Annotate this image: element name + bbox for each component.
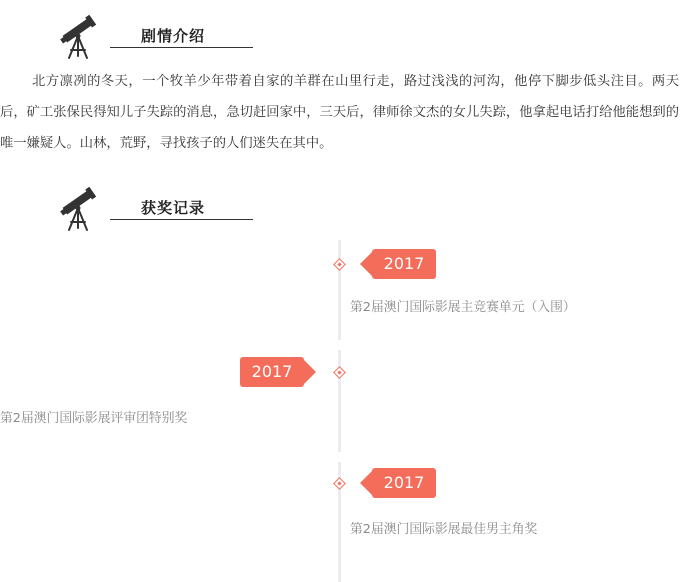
award-year-badge: 2017 (240, 357, 304, 387)
synopsis-title: 剧情介绍 (141, 27, 206, 45)
synopsis-title-underline (110, 47, 253, 48)
award-name: 第2届澳门国际影展评审团特别奖 (0, 411, 188, 426)
award-name: 第2届澳门国际影展最佳男主角奖 (350, 522, 538, 537)
awards-title-underline (110, 219, 253, 220)
timeline-marker (333, 366, 346, 379)
awards-title: 获奖记录 (141, 199, 206, 217)
telescope-icon (58, 14, 100, 62)
award-name: 第2届澳门国际影展主竞赛单元（入围） (350, 300, 576, 315)
award-year-badge: 2017 (372, 249, 436, 279)
timeline-line (338, 240, 341, 582)
timeline-marker (333, 258, 346, 271)
synopsis-header (58, 14, 258, 64)
timeline-gap (336, 340, 343, 350)
timeline-gap (336, 452, 343, 462)
timeline-marker (333, 477, 346, 490)
awards-header (58, 186, 258, 236)
award-year-badge: 2017 (372, 468, 436, 498)
telescope-icon (58, 186, 100, 234)
synopsis-paragraph: 北方凛冽的冬天，一个牧羊少年带着自家的羊群在山里行走，路过浅浅的河沟，他停下脚步低头注目。两天后，矿工张保民得知儿子失踪的消息，急切赶回家中，三天后，律师徐文杰的女儿失踪，他拿起电话打给他能想到的唯一嫌疑人。山林，荒野，寻找孩子的人们迷失在其中。 (0, 74, 679, 151)
